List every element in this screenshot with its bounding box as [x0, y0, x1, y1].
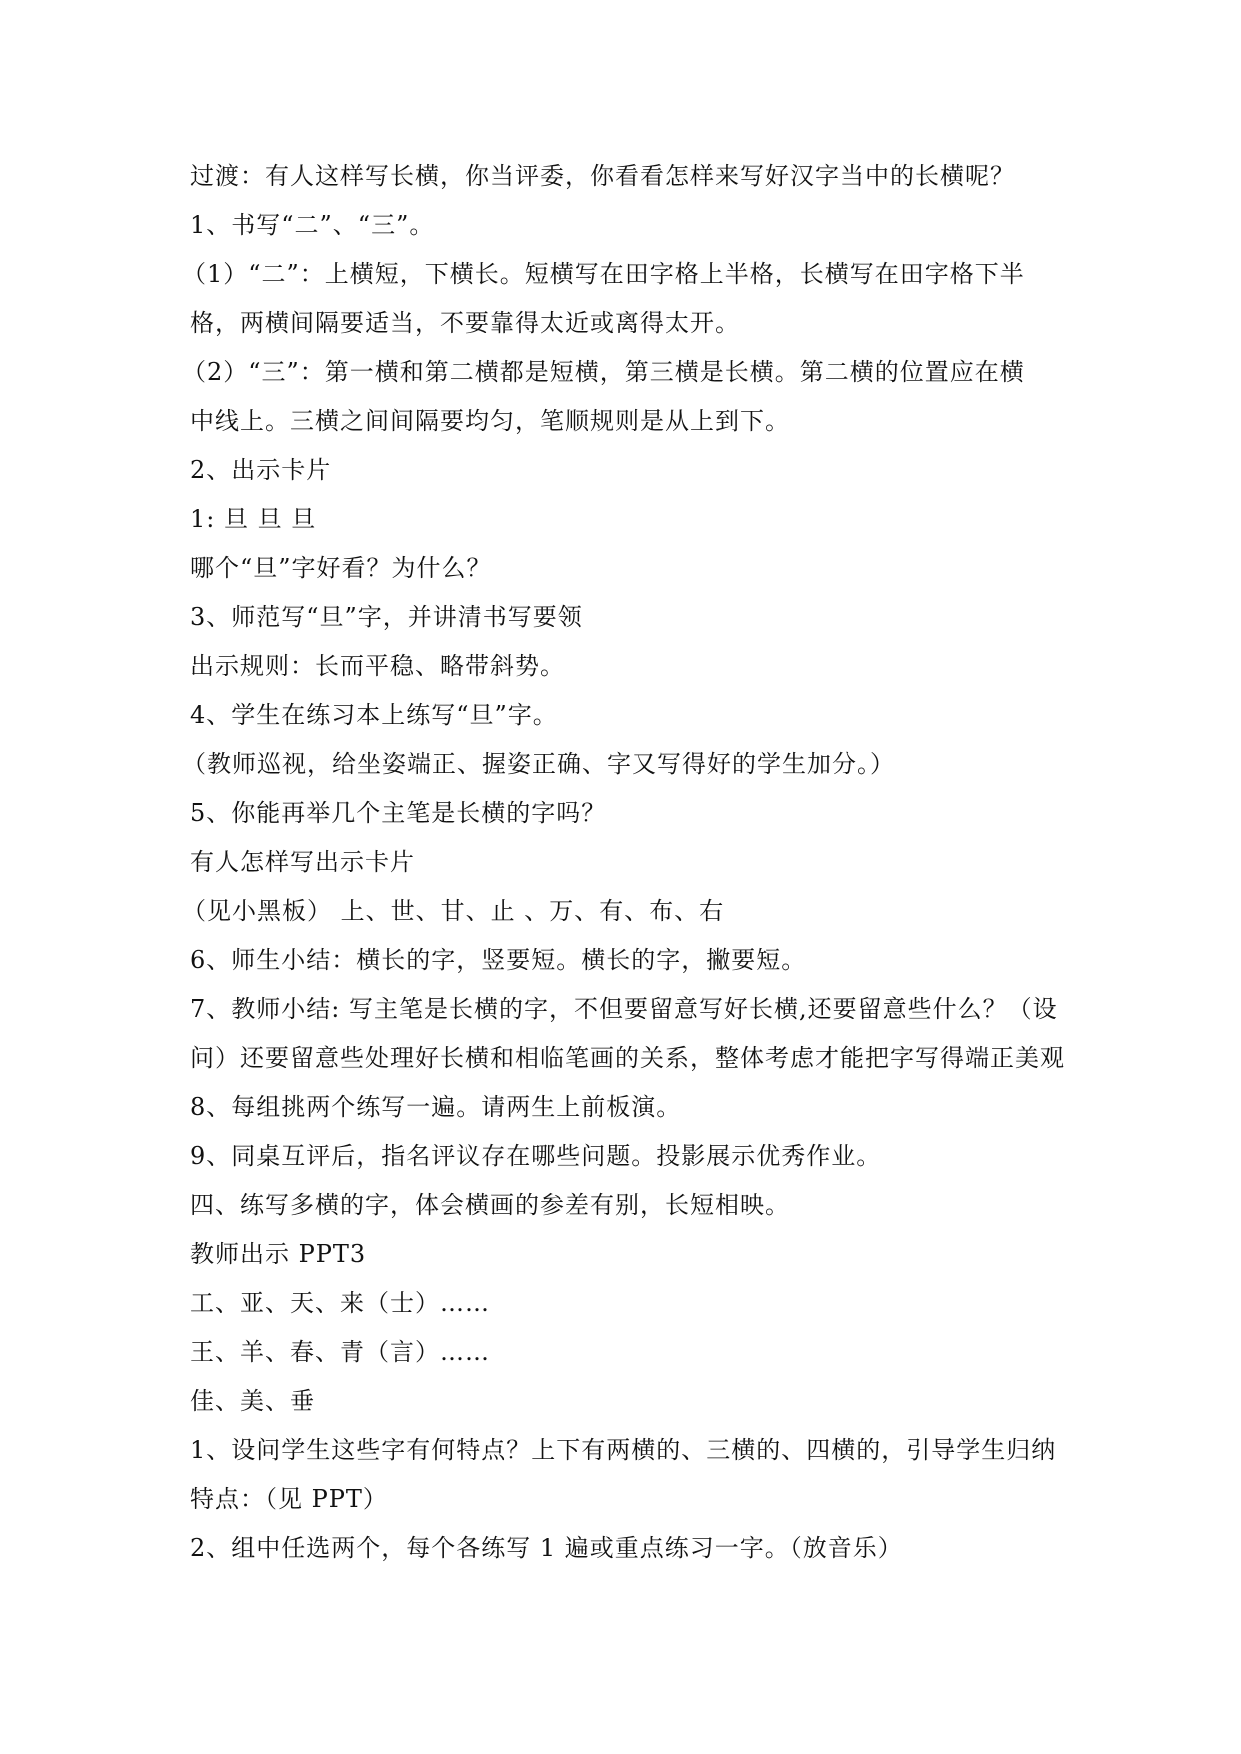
text-line-show-card: 有人怎样写出示卡片: [190, 848, 415, 876]
text-line-ppt3: 教师出示 PPT3: [190, 1240, 367, 1268]
text-line-sub-1-cont: 特点：（见 PPT）: [190, 1485, 388, 1513]
text-line-dan-cards: 1: 旦 旦 旦: [190, 505, 317, 533]
text-line-step-8: 8、每组挑两个练写一遍。请两生上前板演。: [190, 1093, 682, 1121]
text-line-er-rule-cont: 格，两横间隔要适当，不要靠得太近或离得太开。: [190, 309, 740, 337]
text-line-er-rule: （1）“二”：上横短，下横长。短横写在田字格上半格，长横写在田字格下半: [182, 260, 1025, 288]
text-line-sub-2: 2、组中任选两个，每个各练写 1 遍或重点练习一字。（放音乐）: [190, 1534, 903, 1562]
text-line-question: 哪个“旦”字好看？为什么？: [190, 554, 492, 582]
text-line-step-6: 6、师生小结：横长的字，竖要短。横长的字，撇要短。: [190, 946, 807, 974]
document-body: [182, 152, 1065, 1573]
text-line-transition: 过渡：有人这样写长横，你当评委，你看看怎样来写好汉字当中的长横呢？: [190, 162, 1015, 190]
text-line-san-rule-cont: 中线上。三横之间间隔要均匀，笔顺规则是从上到下。: [190, 407, 790, 435]
text-line-step-9: 9、同桌互评后，指名评议存在哪些问题。投影展示优秀作业。: [190, 1142, 882, 1170]
text-line-step-1: 1、书写“二”、“三”。: [190, 211, 435, 239]
text-line-section-four: 四、练写多横的字，体会横画的参差有别，长短相映。: [190, 1191, 790, 1219]
text-line-step-3: 3、师范写“旦”字，并讲清书写要领: [190, 603, 583, 631]
text-line-step-7: 7、教师小结: 写主笔是长横的字，不但要留意写好长横,还要留意些什么？（设: [190, 995, 1058, 1023]
text-line-step-5: 5、你能再举几个主笔是长横的字吗？: [190, 799, 607, 827]
text-line-step-2: 2、出示卡片: [190, 456, 332, 484]
text-line-rule: 出示规则：长而平稳、略带斜势。: [190, 652, 565, 680]
text-line-chars-3: 佳、美、垂: [190, 1387, 315, 1415]
text-line-chars-1: 工、亚、天、来（士）……: [190, 1289, 490, 1317]
text-line-san-rule: （2）“三”：第一横和第二横都是短横，第三横是长横。第二横的位置应在横: [182, 358, 1025, 386]
text-line-chars-2: 王、羊、春、青（言）……: [190, 1338, 490, 1366]
text-line-step-7-cont: 问）还要留意些处理好长横和相临笔画的关系，整体考虑才能把字写得端正美观: [190, 1044, 1065, 1072]
text-line-teacher-note: （教师巡视，给坐姿端正、握姿正确、字又写得好的学生加分。）: [182, 750, 895, 778]
text-line-sub-1: 1、设问学生这些字有何特点？上下有两横的、三横的、四横的，引导学生归纳: [190, 1436, 1057, 1464]
text-line-step-4: 4、学生在练习本上练写“旦”字。: [190, 701, 558, 729]
text-line-blackboard: （见小黑板） 上、世、甘、止 、万、有、布、右: [182, 897, 725, 925]
